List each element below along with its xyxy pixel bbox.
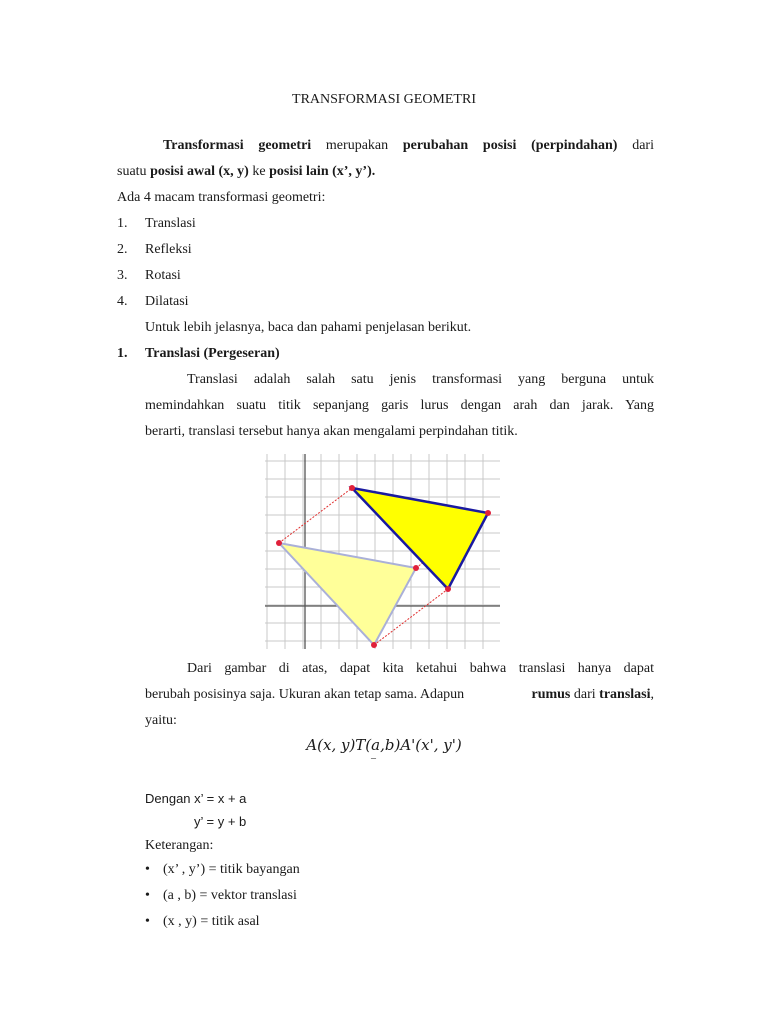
list-number: 4. [117, 294, 128, 309]
bullet-icon: • [145, 888, 150, 903]
list-number: 3. [117, 268, 128, 283]
intro-term-2: geometri [258, 138, 312, 153]
list-intro: Ada 4 macam transformasi geometri: [117, 190, 326, 205]
intro-word: merupakan [325, 138, 389, 153]
paragraph-segment [531, 686, 654, 704]
paragraph-segment: berubah posisinya saja. Ukuran akan tetap sama. Adapun [145, 687, 465, 702]
keterangan-label: Keterangan: [145, 838, 214, 853]
page-title: TRANSFORMASI GEOMETRI [292, 92, 476, 107]
vertex-point [445, 586, 451, 592]
original-triangle [279, 543, 416, 645]
paragraph-line: memindahkan suatu titik sepanjang garis lurus dengan arah dan jarak. Yang [145, 398, 654, 413]
translation-figure [265, 454, 500, 649]
list-item: Rotasi [145, 268, 181, 283]
bullet-icon: • [145, 914, 150, 929]
list-item: Refleksi [145, 242, 192, 257]
formula-y: y’ = y + b [194, 814, 247, 829]
intro-term-7: posisi lain (x’, y’). [269, 164, 376, 179]
list-item: Dilatasi [145, 294, 189, 309]
vertex-point [276, 540, 282, 546]
intro-word: dari [632, 138, 654, 153]
more-info-text: Untuk lebih jelasnya, baca dan pahami penjelasan berikut. [145, 320, 472, 335]
bullet-icon: • [145, 862, 150, 877]
intro-word: suatu [117, 164, 147, 179]
intro-word: ke [252, 164, 266, 179]
list-number: 2. [117, 242, 128, 257]
paragraph-word: dari [573, 687, 596, 702]
translasi-term: translasi [599, 687, 651, 702]
intro-line-2 [117, 163, 375, 181]
paragraph-line: Dari gambar di atas, dapat kita ketahui bahwa translasi hanya dapat [187, 661, 654, 676]
intro-term-4: posisi [482, 138, 517, 153]
intro-term-1: Transformasi [163, 138, 244, 153]
comma: , [650, 687, 654, 702]
paragraph-line [145, 686, 654, 704]
list-item: Translasi [145, 216, 196, 231]
formula-subscript: – [371, 753, 376, 764]
intro-term-3: perubahan [402, 138, 469, 153]
section-heading: Translasi (Pergeseran) [145, 346, 280, 361]
vertex-point [371, 642, 377, 648]
intro-term-6: posisi awal (x, y) [150, 164, 249, 179]
paragraph-line: yaitu: [145, 713, 177, 728]
vertex-point [349, 485, 355, 491]
list-number: 1. [117, 216, 128, 231]
section-number: 1. [117, 346, 128, 361]
list-item: (x’ , y’) = titik bayangan [163, 862, 300, 877]
list-item: (a , b) = vektor translasi [163, 888, 297, 903]
list-item: (x , y) = titik asal [163, 914, 260, 929]
formula-x: Dengan x’ = x + a [145, 791, 247, 806]
translation-formula: A(x, y)T(a,b)A'(x', y') [306, 736, 462, 754]
intro-line-1 [163, 137, 654, 155]
paragraph-line: berarti, translasi tersebut hanya akan mengalami perpindahan titik. [145, 424, 518, 439]
vertex-point [413, 565, 419, 571]
paragraph-line: Translasi adalah salah satu jenis transformasi yang berguna untuk [187, 372, 654, 387]
intro-term-5: (perpindahan) [531, 138, 618, 153]
vertex-point [485, 510, 491, 516]
rumus-term: rumus [531, 687, 571, 702]
